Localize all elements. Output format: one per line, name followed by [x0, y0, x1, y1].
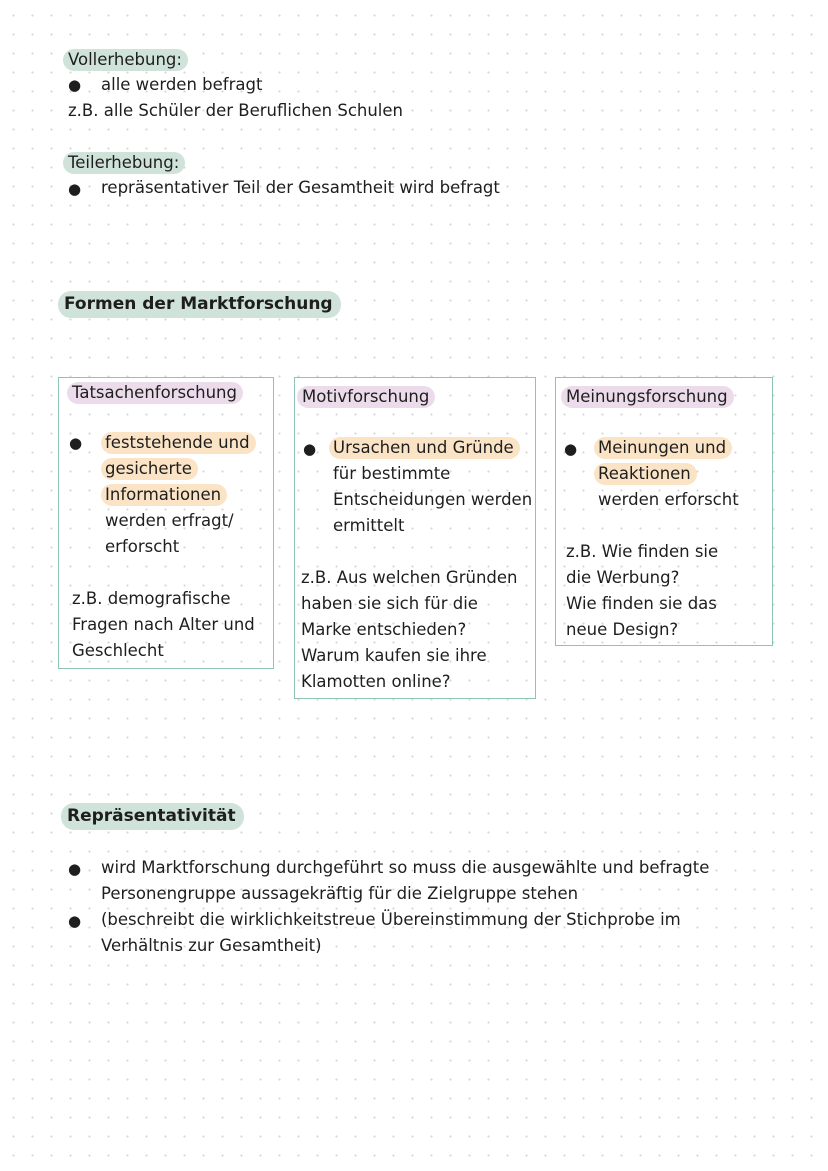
vollerhebung-example: z.B. alle Schüler der Beruflichen Schulen	[68, 101, 403, 120]
bullet-icon: ●	[68, 912, 82, 930]
tatsachenforschung-box	[58, 377, 274, 669]
example-line: Geschlecht	[72, 641, 164, 660]
box-title: Motivforschung	[297, 387, 435, 406]
vollerhebung-bullet: alle werden befragt	[101, 75, 263, 94]
example-line: Fragen nach Alter und	[72, 615, 255, 634]
bullet-icon: ●	[69, 434, 83, 452]
bullet-line: werden erforscht	[598, 490, 739, 509]
formen-heading: Formen der Marktforschung	[58, 294, 341, 314]
repr-bullet-line: Personengruppe aussagekräftig für die Zielgruppe stehen	[101, 884, 579, 903]
bullet-icon: ●	[68, 76, 82, 94]
bullet-line: Entscheidungen werden	[333, 490, 533, 509]
bullet-line: für bestimmte	[333, 464, 451, 483]
repr-bullet-line: wird Marktforschung durchgeführt so muss die ausgewählte und befragte	[101, 858, 710, 877]
bullet-line: Meinungen und	[594, 438, 732, 457]
bullet-line: Ursachen und Gründe	[329, 438, 520, 457]
example-line: z.B. Wie finden sie	[566, 542, 719, 561]
bullet-icon: ●	[564, 440, 578, 458]
box-title: Meinungsforschung	[561, 387, 734, 406]
bullet-line: Reaktionen	[594, 464, 697, 483]
example-line: die Werbung?	[566, 568, 680, 587]
example-line: Marke entschieden?	[301, 620, 467, 639]
example-line: haben sie sich für die	[301, 594, 478, 613]
bullet-line: ermittelt	[333, 516, 405, 535]
bullet-line: feststehende und	[101, 433, 256, 452]
example-line: Wie finden sie das	[566, 594, 717, 613]
bullet-icon: ●	[303, 440, 317, 458]
example-line: neue Design?	[566, 620, 679, 639]
vollerhebung-title: Vollerhebung:	[63, 50, 188, 69]
repr-bullet-line: (beschreibt die wirklichkeitstreue Übereinstimmung der Stichprobe im	[101, 910, 681, 929]
repr-bullet-line: Verhältnis zur Gesamtheit)	[101, 936, 322, 955]
bullet-line: gesicherte	[101, 459, 198, 478]
bullet-line: erforscht	[105, 537, 180, 556]
teilerhebung-title: Teilerhebung:	[63, 153, 185, 172]
teilerhebung-bullet: repräsentativer Teil der Gesamtheit wird befragt	[101, 178, 500, 197]
example-line: Klamotten online?	[301, 672, 451, 691]
example-line: z.B. Aus welchen Gründen	[301, 568, 518, 587]
bullet-line: Informationen	[101, 485, 227, 504]
bullet-line: werden erfragt/	[105, 511, 234, 530]
example-line: Warum kaufen sie ihre	[301, 646, 487, 665]
motivforschung-box	[294, 377, 536, 699]
bullet-icon: ●	[68, 860, 82, 878]
repraesentativitaet-heading: Repräsentativität	[61, 806, 244, 826]
example-line: z.B. demografische	[72, 589, 231, 608]
bullet-icon: ●	[68, 180, 82, 198]
meinungsforschung-box	[555, 377, 773, 646]
box-title: Tatsachenforschung	[67, 383, 243, 402]
